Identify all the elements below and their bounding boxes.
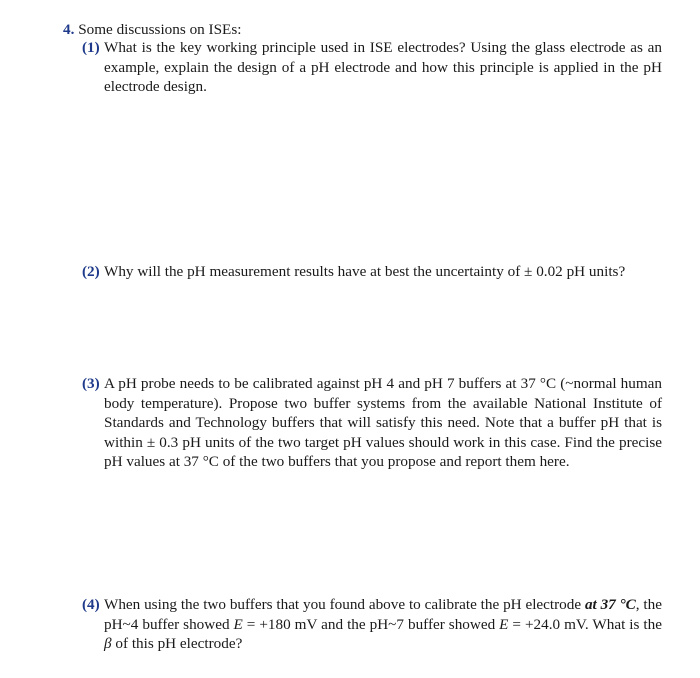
part-3-text: A pH probe needs to be calibrated against pH 4 and pH 7 buffers at 37 °C (~normal human body temperature). Propose two buffer systems from the available National Institute of Standards and Technology buffers that will satisfy this need. Note that a buffer pH that is within ± 0.3 pH units of the two target pH values should work in this case. Find the precise pH values at 37 °C of the two buffers that you propose and report them here. [104,375,662,470]
part-1-text: What is the key working principle used in ISE electrodes? Using the glass electrode as an example, explain the design of a pH electrode and how this principle is applied in the pH electrode design. [104,39,662,95]
part-4-emphasis: at 37 °C [584,596,636,613]
part-4-text [104,595,662,654]
part-3 [82,374,662,472]
part-2 [82,262,662,282]
part-4-variable-e1: E [233,615,243,633]
part-1-label: (1) [82,39,100,56]
part-2-text: Why will the pH measurement results have at best the uncertainty of ± 0.02 pH units? [104,263,626,280]
part-4-text-c: = +180 mV and the pH~7 buffer showed [242,615,500,633]
part-4-text-e: of this pH electrode? [111,635,243,652]
question-title: Some discussions on ISEs: [78,21,242,38]
part-4-variable-beta: β [104,635,112,652]
question-number: 4. [63,21,75,38]
part-4-text-a: When using the two buffers that you found above to calibrate the pH electrode [104,596,585,613]
part-4-variable-e2: E [499,615,509,633]
question-heading [63,20,241,40]
part-3-label: (3) [82,375,100,392]
part-4-text-d: = +24.0 mV. What is the [508,615,662,633]
part-4-text-b: , the pH~4 buffer showed [104,596,662,633]
part-4 [82,595,662,654]
part-4-label: (4) [82,596,100,613]
part-1 [82,38,662,97]
part-2-label: (2) [82,263,100,280]
